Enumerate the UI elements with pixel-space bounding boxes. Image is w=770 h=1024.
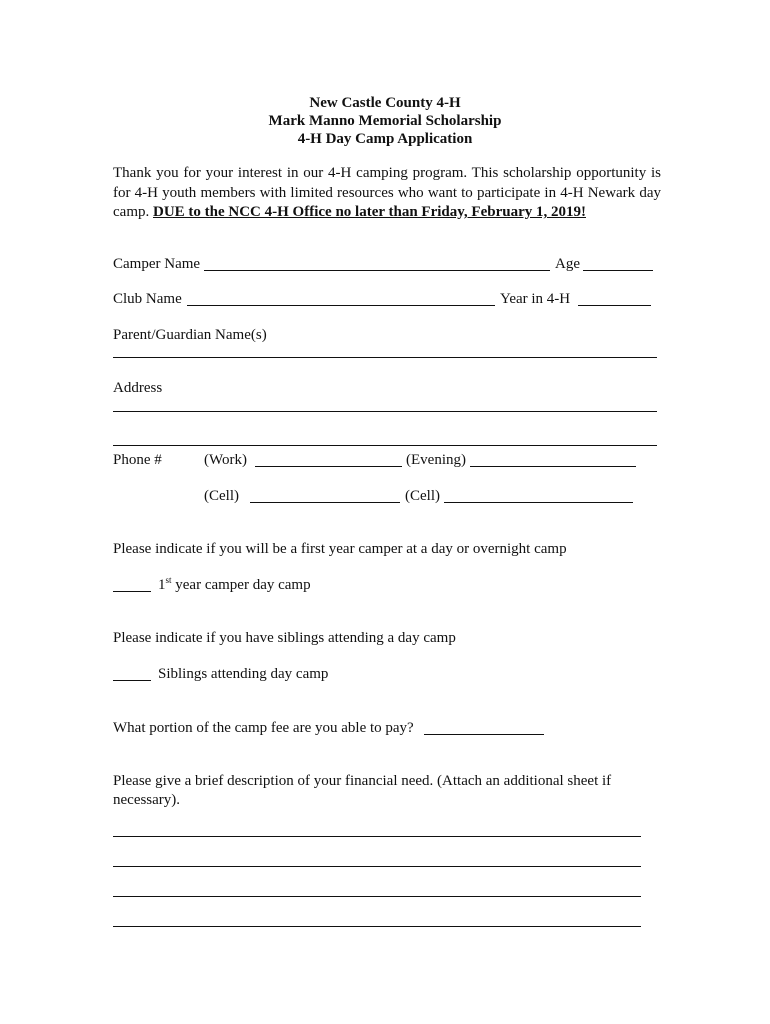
first-year-check-blank[interactable] bbox=[113, 591, 151, 592]
intro-paragraph bbox=[113, 164, 661, 223]
cell-phone-field-2[interactable] bbox=[444, 502, 633, 503]
intro-text: Thank you for your interest in our 4-H camping program. This scholarship opportunity is for 4-H youth members with limited resources who want to participate in 4-H Newark day camp. bbox=[113, 165, 661, 220]
cell-phone-label-2: (Cell) bbox=[405, 488, 440, 504]
evening-phone-field[interactable] bbox=[470, 466, 636, 467]
fee-prompt: What portion of the camp fee are you able to pay? bbox=[113, 720, 414, 736]
age-label: Age bbox=[555, 256, 580, 272]
evening-phone-label: (Evening) bbox=[406, 452, 466, 468]
header-form-title: 4-H Day Camp Application bbox=[297, 131, 473, 147]
cell-phone-label-1: (Cell) bbox=[204, 488, 239, 504]
siblings-prompt: Please indicate if you have siblings attending a day camp bbox=[113, 630, 456, 646]
financial-need-line-4[interactable] bbox=[113, 926, 641, 927]
siblings-check-blank[interactable] bbox=[113, 680, 151, 681]
fee-field[interactable] bbox=[424, 734, 544, 735]
address-line-1[interactable] bbox=[113, 411, 657, 412]
work-phone-label: (Work) bbox=[204, 452, 247, 468]
camper-name-field[interactable] bbox=[204, 270, 550, 271]
club-name-label: Club Name bbox=[113, 291, 182, 307]
first-year-option bbox=[158, 576, 311, 594]
camper-type-prompt: Please indicate if you will be a first year camper at a day or overnight camp bbox=[113, 541, 567, 557]
header-scholarship: Mark Manno Memorial Scholarship bbox=[268, 113, 502, 129]
age-field[interactable] bbox=[583, 270, 653, 271]
year-in-4h-field[interactable] bbox=[578, 305, 651, 306]
financial-need-line-3[interactable] bbox=[113, 896, 641, 897]
work-phone-field[interactable] bbox=[255, 466, 402, 467]
year-in-4h-label: Year in 4-H bbox=[500, 291, 571, 307]
parent-guardian-field[interactable] bbox=[113, 357, 657, 358]
first-year-text: year camper day camp bbox=[171, 577, 311, 593]
financial-need-line-2[interactable] bbox=[113, 866, 641, 867]
header-org: New Castle County 4-H bbox=[309, 95, 461, 111]
club-name-field[interactable] bbox=[187, 305, 495, 306]
parent-guardian-label: Parent/Guardian Name(s) bbox=[113, 327, 267, 343]
cell-phone-field-1[interactable] bbox=[250, 502, 400, 503]
camper-name-label: Camper Name bbox=[113, 256, 201, 272]
financial-need-prompt: Please give a brief description of your financial need. (Attach an additional sheet if necessary). bbox=[113, 773, 612, 808]
address-line-2[interactable] bbox=[113, 445, 657, 446]
first-year-sup: st bbox=[165, 575, 172, 585]
phone-label: Phone # bbox=[113, 452, 162, 468]
due-date-notice: DUE to the NCC 4-H Office no later than Friday, February 1, 2019! bbox=[152, 204, 586, 220]
first-year-num: 1 bbox=[158, 577, 166, 593]
siblings-option: Siblings attending day camp bbox=[158, 666, 329, 682]
address-label: Address bbox=[113, 380, 163, 396]
financial-need-line-1[interactable] bbox=[113, 836, 641, 837]
